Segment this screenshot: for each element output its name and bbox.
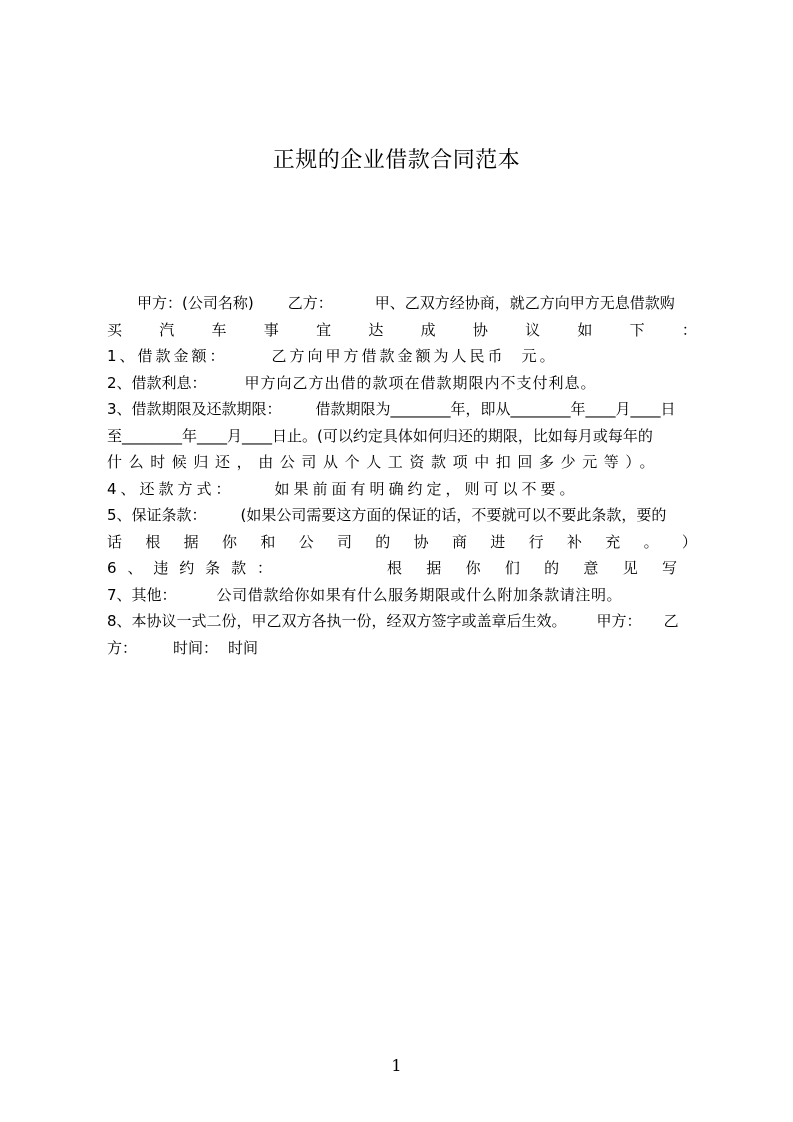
clause-5-text: (如果公司需要这方面的保证的话，不要就可以不要此条款，要的 [240,506,667,524]
char: ： [681,320,697,339]
char: 据 [426,559,442,577]
char: 根 [387,559,403,577]
char: 写 [661,559,677,577]
char: 违 [153,559,169,577]
clause-4-label: 4、还款方式： [107,479,235,498]
char: 根 [145,532,161,551]
party-b-label: 乙方： [287,294,333,312]
clause-5-label: 5、保证条款： [107,506,207,524]
document-title: 正规的企业借款合同范本 [272,148,521,173]
signature-party-a: 甲方： [596,612,642,630]
char: 话 [107,532,123,551]
char: 协 [413,532,429,551]
clause-7-other [107,582,697,609]
char: 达 [368,320,384,339]
clause-1-label: 1、借款金额： [107,347,228,365]
char: 成 [420,320,436,339]
char: 买 [107,320,123,339]
char: 款 [231,559,247,577]
clause-5-guarantee-line-2 [107,529,697,556]
paragraph-intro-line-2 [107,317,697,344]
char: 的 [544,559,560,577]
char: 下 [629,320,645,339]
paragraph-intro-line-1 [107,290,697,317]
char: 宜 [316,320,332,339]
char: 进 [490,532,506,551]
char: 条 [205,559,221,577]
party-a-label: 甲方：(公司名称) [107,294,254,312]
char: 协 [472,320,488,339]
clause-3-text-cont: 至________年____月____日止。(可以约定具体如何归还的期限，比如每月或每年的 [107,426,653,445]
char: 6 [107,559,117,577]
clause-3-text: 借款期限为________年，即从________年____月____日 [315,400,676,418]
char: 商 [451,532,467,551]
clause-8-text: 8、本协议一式二份，甲乙双方各执一份，经双方签字或盖章后生效。 [107,612,567,630]
char: 行 [528,532,544,551]
char: 汽 [159,320,175,339]
char: 据 [183,532,199,551]
char: 车 [211,320,227,339]
signature-party-b-end: 方： [107,638,138,657]
clause-7-label: 7、其他： [107,585,177,604]
clause-8-effect-line-1 [107,608,697,635]
signature-party-b-start: 乙 [663,612,679,630]
clause-1-unit: 元。 [521,347,558,365]
clause-2-label: 2、借款利息： [107,373,207,392]
clause-4-repayment [107,476,697,503]
char: 事 [263,320,279,339]
intro-text: 甲、乙双方经协商，就乙方向甲方无息借款购 [374,294,675,312]
page-number: 1 [391,1056,402,1075]
char: 充 [605,532,621,551]
char: 、 [127,559,143,577]
char: 们 [504,559,520,577]
clause-6-text-group [387,555,677,582]
clause-1-loan-amount [107,343,697,370]
char: 见 [622,559,638,577]
clause-2-interest [107,370,697,397]
char: 你 [465,559,481,577]
clause-7-text: 公司借款给你如果有什么服务期限或什么附加条款请注明。 [216,585,623,604]
clause-8-effect-line-2 [107,635,697,662]
signature-time-label-2: 时间 [228,638,259,657]
signature-time-label: 时间： [173,638,219,657]
clause-3-label: 3、借款期限及还款期限： [107,400,282,418]
clause-3-term-line-2 [107,423,697,450]
char: 议 [525,320,541,339]
char: 如 [577,320,593,339]
char: 公 [298,532,314,551]
clause-4-text: 如果前面有明确约定，则可以不要。 [274,479,579,498]
clause-3-term-line-3 [107,449,697,476]
char: 的 [375,532,391,551]
clause-3-term-line-1 [107,396,697,423]
char: 补 [566,532,582,551]
clause-3-text-end: 什么时候归还，由公司从个人工资款项中扣回多少元等）。 [107,453,662,471]
char: 你 [221,532,237,551]
clause-6-label-group [107,555,272,582]
clause-5-guarantee-line-1 [107,502,697,529]
clause-1-text: 乙方向甲方借款金额为人民币 [271,347,506,365]
char: ） [681,532,697,551]
char: 约 [179,559,195,577]
char: ： [256,559,272,577]
clause-2-text: 甲方向乙方出借的款项在借款期限内不支付利息。 [244,373,597,392]
clause-6-breach [107,555,697,582]
char: 司 [336,532,352,551]
contract-body [107,290,697,661]
char: 和 [260,532,276,551]
char: 。 [643,532,659,551]
char: 意 [583,559,599,577]
